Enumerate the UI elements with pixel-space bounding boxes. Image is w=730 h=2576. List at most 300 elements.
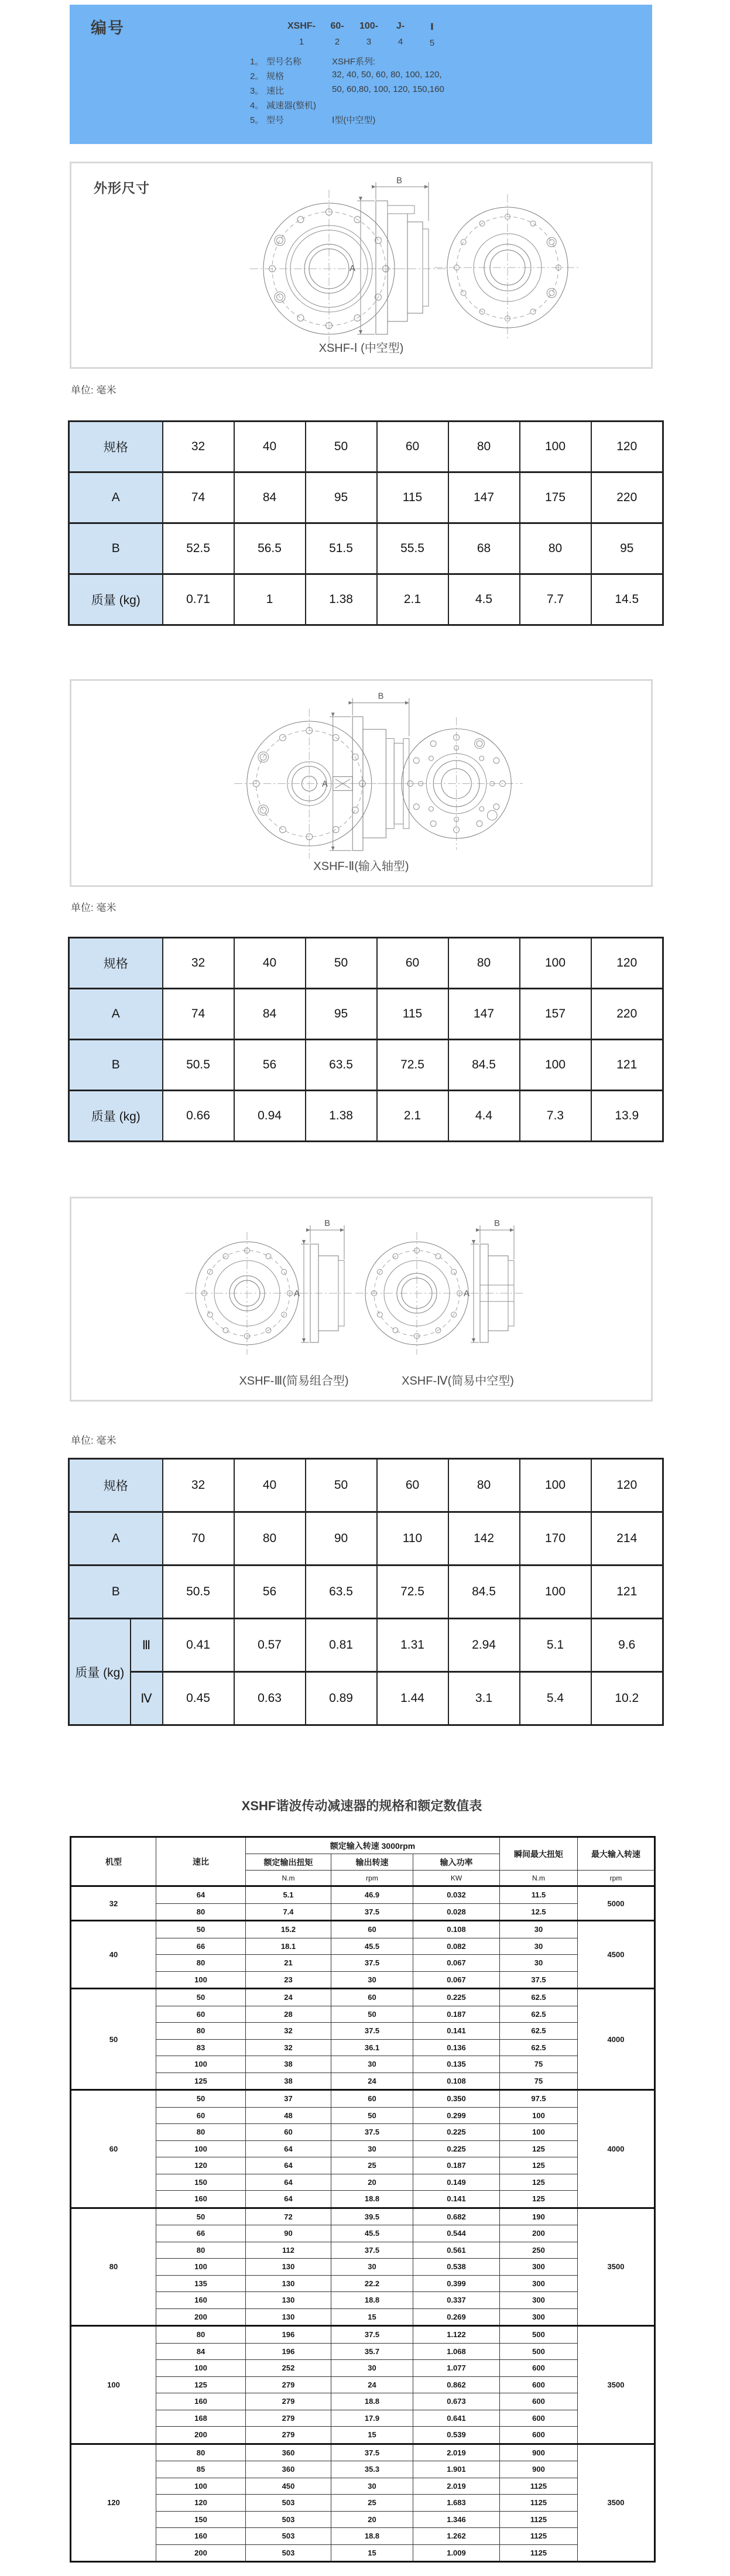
table-row — [71, 2292, 655, 2309]
value-cell: 48 — [246, 2107, 331, 2124]
table-row — [71, 2039, 655, 2056]
legend-item-number: 5。 — [250, 115, 264, 125]
value-cell: 55.5 — [377, 523, 448, 574]
table-row — [71, 2326, 655, 2344]
rear-view — [390, 717, 523, 850]
table-row — [71, 2023, 655, 2040]
model-cell: 120 — [71, 2444, 156, 2562]
table-row — [71, 1938, 655, 1955]
legend-item-value: XSHF系列: — [332, 57, 376, 67]
value-cell: 503 — [246, 2495, 331, 2512]
max-speed-cell: 4000 — [578, 1989, 655, 2090]
value-cell: 130 — [246, 2259, 331, 2276]
value-cell: 0.539 — [413, 2427, 500, 2444]
value-cell: 50 — [331, 2006, 413, 2023]
value-cell: 2.019 — [413, 2478, 500, 2495]
value-cell: 1125 — [500, 2511, 578, 2528]
value-cell: 60 — [331, 1921, 413, 1938]
value-cell: 100 — [500, 2124, 578, 2141]
value-cell: 125 — [500, 2140, 578, 2157]
legend-item-label: 规格 — [266, 71, 285, 81]
table-row — [69, 989, 663, 1040]
value-cell: 28 — [246, 2006, 331, 2023]
value-cell: 64 — [246, 2191, 331, 2208]
value-cell: 5.1 — [246, 1886, 331, 1904]
value-cell: 3.1 — [448, 1672, 520, 1725]
table-row — [69, 1091, 663, 1142]
value-cell: 18.8 — [331, 2191, 413, 2208]
value-cell: 279 — [246, 2410, 331, 2427]
value-cell: 80 — [156, 1955, 246, 1972]
model-code-index: 1 — [299, 37, 304, 47]
value-cell: 66 — [156, 2225, 246, 2242]
value-cell: 503 — [246, 2544, 331, 2562]
value-cell: 4.5 — [448, 574, 520, 625]
model-code — [287, 21, 442, 48]
value-cell: 142 — [448, 1512, 520, 1566]
value-cell: 100 — [156, 2140, 246, 2157]
spec-cell: 50 — [306, 938, 377, 989]
row-label-cell: B — [69, 1040, 163, 1091]
table-row — [71, 1989, 655, 2006]
value-cell: 0.067 — [413, 1955, 500, 1972]
value-cell: 200 — [156, 2308, 246, 2326]
dim-label-b: B — [493, 1218, 501, 1228]
value-cell: 12.5 — [500, 1903, 578, 1921]
spec-header-cell: 规格 — [69, 422, 163, 472]
value-cell: 600 — [500, 2376, 578, 2393]
value-cell: 15 — [331, 2308, 413, 2326]
table-row — [71, 2275, 655, 2292]
value-cell: 80 — [156, 2444, 246, 2461]
value-cell: 0.269 — [413, 2308, 500, 2326]
value-cell: 1.44 — [377, 1672, 448, 1725]
value-cell: 1125 — [500, 2495, 578, 2512]
spec-cell: 100 — [520, 422, 591, 472]
value-cell: 190 — [500, 2208, 578, 2225]
table-row — [71, 2090, 655, 2108]
col-header-output-torque: 额定输出扭矩 — [246, 1854, 331, 1871]
max-speed-cell: 4000 — [578, 2090, 655, 2208]
table-row — [71, 2360, 655, 2377]
value-cell: 90 — [246, 2225, 331, 2242]
value-cell: 30 — [500, 1938, 578, 1955]
table-row — [69, 574, 663, 625]
value-cell: 0.108 — [413, 2073, 500, 2090]
legend-item — [250, 99, 444, 109]
value-cell: 9.6 — [591, 1619, 663, 1672]
value-cell: 95 — [306, 989, 377, 1040]
table-row — [71, 2107, 655, 2124]
value-cell: 100 — [156, 1971, 246, 1989]
technical-drawing-xshf-2 — [71, 681, 651, 882]
value-cell: 1.38 — [306, 1091, 377, 1142]
legend-item — [250, 84, 444, 95]
legend-item-value: 50, 60,80, 100, 120, 150,160 — [332, 84, 444, 94]
value-cell: 200 — [156, 2427, 246, 2444]
value-cell: 1.38 — [306, 574, 377, 625]
value-cell: 220 — [591, 989, 663, 1040]
section-title-numbering: 编号 — [91, 19, 125, 37]
drawing-caption: XSHF-Ⅰ (中空型) — [318, 342, 404, 355]
value-cell: 24 — [246, 1989, 331, 2006]
value-cell: 51.5 — [306, 523, 377, 574]
sub-row-label-cell: Ⅲ — [131, 1619, 163, 1672]
model-code-index: 4 — [397, 37, 403, 47]
value-cell: 150 — [156, 2174, 246, 2191]
value-cell: 120 — [156, 2157, 246, 2174]
value-cell: 0.141 — [413, 2023, 500, 2040]
legend-item-number: 4。 — [250, 101, 264, 111]
value-cell: 300 — [500, 2308, 578, 2326]
value-cell: 0.45 — [163, 1672, 234, 1725]
value-cell: 0.032 — [413, 1886, 500, 1904]
value-cell: 175 — [520, 472, 591, 523]
value-cell: 196 — [246, 2326, 331, 2344]
row-label-cell: A — [69, 472, 163, 523]
value-cell: 72 — [246, 2208, 331, 2225]
value-cell: 170 — [520, 1512, 591, 1566]
value-cell: 112 — [246, 2242, 331, 2259]
model-cell: 80 — [71, 2208, 156, 2326]
value-cell: 450 — [246, 2478, 331, 2495]
value-cell: 84 — [156, 2343, 246, 2360]
value-cell: 37.5 — [331, 2326, 413, 2344]
table-row — [71, 2124, 655, 2141]
value-cell: 56 — [234, 1040, 306, 1091]
model-cell: 40 — [71, 1921, 156, 1989]
value-cell: 2.94 — [448, 1619, 520, 1672]
value-cell: 600 — [500, 2360, 578, 2377]
value-cell: 21 — [246, 1955, 331, 1972]
row-label-cell: B — [69, 1566, 163, 1619]
table-row — [71, 1921, 655, 1938]
value-cell: 30 — [331, 2056, 413, 2073]
value-cell: 1.068 — [413, 2343, 500, 2360]
sub-row-label-cell: Ⅳ — [131, 1672, 163, 1725]
value-cell: 1.262 — [413, 2528, 500, 2545]
value-cell: 125 — [500, 2157, 578, 2174]
table-row — [69, 938, 663, 989]
model-code-column — [327, 21, 347, 48]
value-cell: 1125 — [500, 2544, 578, 2562]
value-cell: 37.5 — [331, 2124, 413, 2141]
value-cell: 37 — [246, 2090, 331, 2108]
model-code-segment: 100- — [359, 21, 379, 31]
value-cell: 7.3 — [520, 1091, 591, 1142]
dim-label-a: A — [321, 779, 328, 789]
value-cell: 120 — [156, 2495, 246, 2512]
value-cell: 252 — [246, 2360, 331, 2377]
value-cell: 0.225 — [413, 1989, 500, 2006]
value-cell: 1.31 — [377, 1619, 448, 1672]
value-cell: 279 — [246, 2427, 331, 2444]
value-cell: 125 — [156, 2073, 246, 2090]
value-cell: 200 — [500, 2225, 578, 2242]
model-code-index: 3 — [366, 37, 372, 47]
table-row — [71, 2242, 655, 2259]
unit-cell: N.m — [500, 1871, 578, 1886]
value-cell: 63.5 — [306, 1040, 377, 1091]
value-cell: 80 — [156, 2023, 246, 2040]
value-cell: 200 — [156, 2544, 246, 2562]
table-row — [71, 2208, 655, 2225]
value-cell: 20 — [331, 2511, 413, 2528]
value-cell: 75 — [500, 2056, 578, 2073]
value-cell: 0.538 — [413, 2259, 500, 2276]
dim-label-b: B — [396, 176, 403, 186]
value-cell: 64 — [156, 1886, 246, 1904]
value-cell: 74 — [163, 989, 234, 1040]
value-cell: 37.5 — [331, 2023, 413, 2040]
value-cell: 60 — [331, 1989, 413, 2006]
value-cell: 37.5 — [500, 1971, 578, 1989]
value-cell: 0.63 — [234, 1672, 306, 1725]
max-speed-cell: 3500 — [578, 2444, 655, 2562]
spec-header-cell: 规格 — [69, 1459, 163, 1512]
value-cell: 18.8 — [331, 2393, 413, 2410]
value-cell: 360 — [246, 2461, 331, 2478]
value-cell: 84 — [234, 989, 306, 1040]
value-cell: 62.5 — [500, 2023, 578, 2040]
value-cell: 100 — [520, 1040, 591, 1091]
value-cell: 46.9 — [331, 1886, 413, 1904]
value-cell: 0.135 — [413, 2056, 500, 2073]
model-code-index: 2 — [334, 37, 340, 47]
value-cell: 168 — [156, 2410, 246, 2427]
value-cell: 97.5 — [500, 2090, 578, 2108]
unit-cell: N.m — [246, 1871, 331, 1886]
table-row — [71, 2410, 655, 2427]
section-view-iv — [464, 1218, 523, 1342]
col-header-input-power: 输入功率 — [413, 1854, 500, 1871]
value-cell: 60 — [246, 2124, 331, 2141]
value-cell: 160 — [156, 2528, 246, 2545]
value-cell: 503 — [246, 2511, 331, 2528]
model-cell: 50 — [71, 1989, 156, 2090]
dim-label-a: A — [349, 263, 356, 273]
value-cell: 22.2 — [331, 2275, 413, 2292]
value-cell: 0.544 — [413, 2225, 500, 2242]
value-cell: 30 — [500, 1955, 578, 1972]
value-cell: 50.5 — [163, 1566, 234, 1619]
value-cell: 80 — [234, 1512, 306, 1566]
table-row — [69, 1512, 663, 1566]
table-row — [71, 2056, 655, 2073]
value-cell: 52.5 — [163, 523, 234, 574]
value-cell: 50 — [156, 1921, 246, 1938]
spec-cell: 60 — [377, 938, 448, 989]
row-label-cell: A — [69, 989, 163, 1040]
model-code-segment: J- — [396, 21, 405, 31]
value-cell: 0.108 — [413, 1921, 500, 1938]
legend-item — [250, 114, 444, 124]
table-row — [71, 2461, 655, 2478]
model-code-column — [359, 21, 379, 48]
value-cell: 32 — [246, 2039, 331, 2056]
table-row — [71, 2006, 655, 2023]
value-cell: 160 — [156, 2292, 246, 2309]
spec-cell: 80 — [448, 938, 520, 989]
legend-item — [250, 55, 444, 66]
value-cell: 7.4 — [246, 1903, 331, 1921]
table-row — [71, 2544, 655, 2562]
table-row — [71, 2511, 655, 2528]
value-cell: 30 — [331, 2478, 413, 2495]
spec-cell: 32 — [163, 1459, 234, 1512]
value-cell: 0.337 — [413, 2292, 500, 2309]
value-cell: 121 — [591, 1040, 663, 1091]
legend-item-label: 减速器(整机) — [266, 101, 316, 111]
value-cell: 100 — [156, 2056, 246, 2073]
row-label-cell: 质量 (kg) — [69, 574, 163, 625]
model-code-segment: XSHF- — [287, 21, 316, 31]
unit-label: 单位: 毫米 — [71, 385, 116, 396]
spec-cell: 100 — [520, 1459, 591, 1512]
value-cell: 1125 — [500, 2528, 578, 2545]
legend-item-number: 1。 — [250, 57, 264, 67]
row-label-cell: 质量 (kg) — [69, 1091, 163, 1142]
table-row — [71, 1955, 655, 1972]
spec-cell: 40 — [234, 1459, 306, 1512]
table-row — [69, 1566, 663, 1619]
value-cell: 147 — [448, 472, 520, 523]
row-label-cell: A — [69, 1512, 163, 1566]
value-cell: 0.028 — [413, 1903, 500, 1921]
value-cell: 30 — [331, 1971, 413, 1989]
value-cell: 84.5 — [448, 1040, 520, 1091]
drawing-caption: XSHF-Ⅱ(输入轴型) — [313, 860, 409, 873]
value-cell: 18.8 — [331, 2528, 413, 2545]
model-cell: 100 — [71, 2326, 156, 2444]
spec-table-2 — [68, 937, 664, 1142]
spec-cell: 120 — [591, 938, 663, 989]
model-cell: 60 — [71, 2090, 156, 2208]
value-cell: 130 — [246, 2308, 331, 2326]
table-row — [71, 1886, 655, 1904]
value-cell: 50 — [156, 2090, 246, 2108]
value-cell: 1.122 — [413, 2326, 500, 2344]
value-cell: 0.149 — [413, 2174, 500, 2191]
value-cell: 80 — [156, 2326, 246, 2344]
value-cell: 160 — [156, 2393, 246, 2410]
value-cell: 68 — [448, 523, 520, 574]
value-cell: 900 — [500, 2461, 578, 2478]
value-cell: 600 — [500, 2410, 578, 2427]
spec-cell: 32 — [163, 938, 234, 989]
table-row — [71, 2174, 655, 2191]
value-cell: 115 — [377, 989, 448, 1040]
table-row — [71, 1971, 655, 1989]
value-cell: 17.9 — [331, 2410, 413, 2427]
value-cell: 60 — [156, 2006, 246, 2023]
table-row — [71, 2495, 655, 2512]
table-row — [71, 2140, 655, 2157]
spec-cell: 80 — [448, 1459, 520, 1512]
value-cell: 1.077 — [413, 2360, 500, 2377]
model-code-legend — [250, 55, 444, 128]
value-cell: 56.5 — [234, 523, 306, 574]
value-cell: 0.57 — [234, 1619, 306, 1672]
value-cell: 1.346 — [413, 2511, 500, 2528]
value-cell: 0.299 — [413, 2107, 500, 2124]
spec-cell: 120 — [591, 1459, 663, 1512]
section-view — [349, 176, 446, 334]
unit-cell: rpm — [331, 1871, 413, 1886]
value-cell: 13.9 — [591, 1091, 663, 1142]
value-cell: 2.019 — [413, 2444, 500, 2461]
front-view-iv — [355, 1232, 478, 1355]
row-label-cell: B — [69, 523, 163, 574]
value-cell: 35.3 — [331, 2461, 413, 2478]
spec-cell: 50 — [306, 422, 377, 472]
table-row — [69, 523, 663, 574]
table-row — [71, 2444, 655, 2461]
value-cell: 125 — [156, 2376, 246, 2393]
value-cell: 50 — [156, 2208, 246, 2225]
value-cell: 100 — [500, 2107, 578, 2124]
value-cell: 0.082 — [413, 1938, 500, 1955]
value-cell: 84.5 — [448, 1566, 520, 1619]
value-cell: 83 — [156, 2039, 246, 2056]
col-header-ratio: 速比 — [156, 1837, 246, 1886]
spec-cell: 32 — [163, 422, 234, 472]
value-cell: 63.5 — [306, 1566, 377, 1619]
value-cell: 214 — [591, 1512, 663, 1566]
value-cell: 14.5 — [591, 574, 663, 625]
value-cell: 2.1 — [377, 574, 448, 625]
model-code-column — [422, 21, 442, 48]
value-cell: 72.5 — [377, 1040, 448, 1091]
max-speed-cell: 5000 — [578, 1886, 655, 1921]
value-cell: 0.561 — [413, 2242, 500, 2259]
value-cell: 15 — [331, 2427, 413, 2444]
value-cell: 80 — [156, 2124, 246, 2141]
value-cell: 64 — [246, 2140, 331, 2157]
table-row — [71, 2308, 655, 2326]
legend-item-label: 速比 — [266, 86, 285, 96]
table-row — [69, 1040, 663, 1091]
value-cell: 1.901 — [413, 2461, 500, 2478]
value-cell: 0.94 — [234, 1091, 306, 1142]
value-cell: 125 — [500, 2174, 578, 2191]
value-cell: 95 — [591, 523, 663, 574]
value-cell: 279 — [246, 2393, 331, 2410]
model-code-column — [390, 21, 410, 48]
value-cell: 50 — [156, 1989, 246, 2006]
legend-item-number: 3。 — [250, 86, 264, 96]
table-row — [71, 2478, 655, 2495]
value-cell: 39.5 — [331, 2208, 413, 2225]
value-cell: 121 — [591, 1566, 663, 1619]
value-cell: 38 — [246, 2073, 331, 2090]
table-row — [71, 2343, 655, 2360]
value-cell: 0.41 — [163, 1619, 234, 1672]
value-cell: 62.5 — [500, 2006, 578, 2023]
col-header-rated-input-speed: 额定输入转速 3000rpm — [246, 1837, 500, 1854]
value-cell: 2.1 — [377, 1091, 448, 1142]
value-cell: 45.5 — [331, 1938, 413, 1955]
value-cell: 600 — [500, 2393, 578, 2410]
dim-label-b: B — [378, 691, 384, 701]
value-cell: 0.66 — [163, 1091, 234, 1142]
legend-item-number: 2。 — [250, 71, 264, 81]
value-cell: 32 — [246, 2023, 331, 2040]
value-cell: 279 — [246, 2376, 331, 2393]
value-cell: 110 — [377, 1512, 448, 1566]
value-cell: 95 — [306, 472, 377, 523]
spec-cell: 60 — [377, 1459, 448, 1512]
